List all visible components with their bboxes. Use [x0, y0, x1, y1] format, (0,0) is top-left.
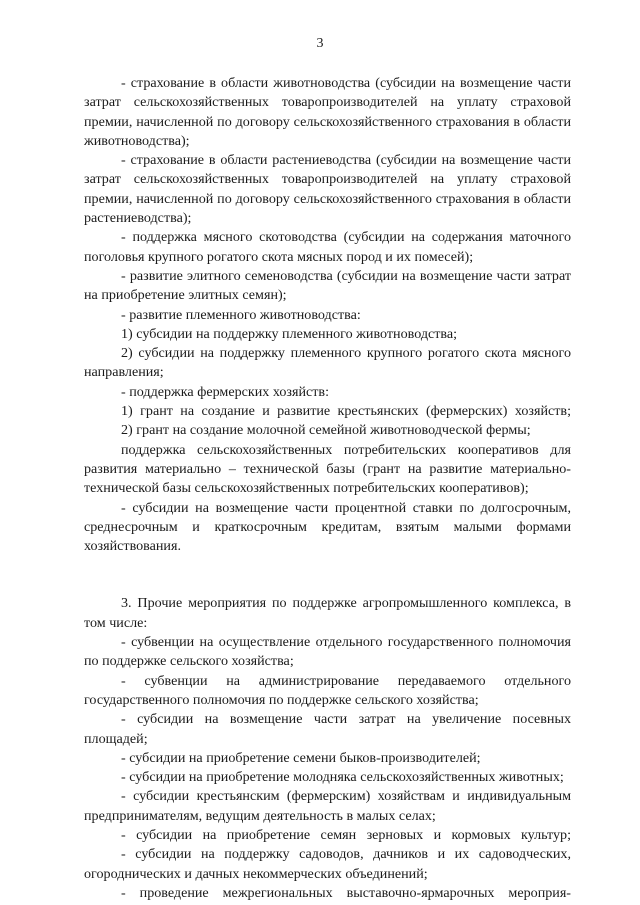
paragraph: - страхование в области животноводства (субсидии на возмещение части затрат сельскохозяйственных товаропроизводителей на уплату страховой премии, начисленной по договору сельскохозяйственного страхования в области животноводства);	[84, 75, 571, 149]
paragraph: - субсидии на поддержку садоводов, дачников и их садоводческих, огороднических и дачных некоммерческих объединений;	[84, 846, 571, 882]
paragraph: - развитие элитного семеноводства (субсидии на возмещение части затрат на приобретение элитных семян);	[84, 267, 571, 304]
section-heading: 3. Прочие мероприятия по поддержке агропромышленного комплекса, в том числе:	[84, 595, 571, 631]
paragraph: 1) грант на создание и развитие крестьянских (фермерских) хозяйств;	[121, 403, 571, 420]
paragraph: 1) субсидии на поддержку племенного животноводства;	[121, 325, 458, 342]
paragraph: - поддержка фермерских хозяйств:	[121, 383, 329, 400]
paragraph: - проведение межрегиональных выставочно-ярмарочных мероприя-	[121, 884, 571, 901]
paragraph: - субвенции на осуществление отдельного государственного полномочия по поддержке сельского хозяйства;	[84, 634, 571, 670]
paragraph: - субсидии крестьянским (фермерским) хозяйствам и индивидуальным предпринимателям, ведущим деятельность в малых селах;	[84, 788, 571, 824]
paragraph: - субсидии на приобретение семени быков-производителей;	[121, 749, 481, 766]
section-spacer	[84, 575, 571, 594]
paragraph: - субсидии на приобретение молодняка сельскохозяйственных животных;	[121, 769, 564, 786]
paragraph: - поддержка мясного скотоводства (субсидии на содержания маточного поголовья крупного рогатого скота мясных пород и их помесей);	[84, 229, 571, 265]
paragraph: - субсидии на возмещение части процентной ставки по долгосрочным, среднесрочным и краткосрочным кредитам, взятым малыми формами хозяйствования.	[84, 499, 571, 555]
document-body	[84, 74, 571, 903]
paragraph: - субсидии на возмещение части затрат на увеличение посевных площадей;	[84, 711, 571, 747]
paragraph: 2) грант на создание молочной семейной животноводческой фермы;	[121, 422, 531, 439]
paragraph: - развитие племенного животноводства:	[121, 306, 361, 323]
paragraph: поддержка сельскохозяйственных потребительских кооперативов для развития материально – технической базы (грант на развитие материально-технической базы сельскохозяйственных потребительских кооперативов);	[84, 441, 571, 497]
paragraph: - субсидии на приобретение семян зерновых и кормовых культур;	[121, 826, 571, 843]
page-number: 3	[316, 36, 324, 51]
section-spacer	[84, 556, 571, 575]
paragraph: - субвенции на администрирование передаваемого отдельного государственного полномочия по поддержке сельского хозяйства;	[84, 672, 571, 708]
paragraph: 2) субсидии на поддержку племенного крупного рогатого скота мясного направления;	[84, 345, 571, 381]
paragraph: - страхование в области растениеводства (субсидии на возмещение части затрат сельскохозяйственных товаропроизводителей на уплату страховой премии, начисленной по договору сельскохозяйственного страхования в области растениеводства);	[84, 152, 571, 227]
